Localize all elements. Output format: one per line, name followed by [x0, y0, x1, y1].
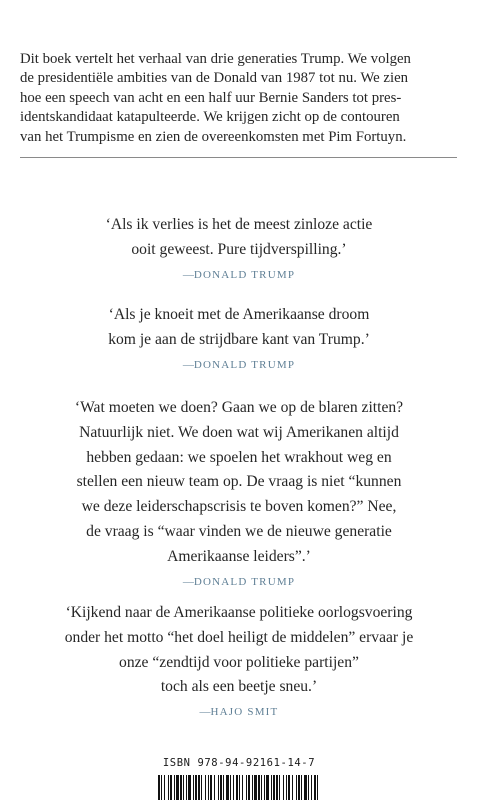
- quote-line: ‘Als je knoeit met de Amerikaanse droom: [108, 306, 370, 323]
- barcode-stripe: [252, 775, 253, 800]
- barcode-stripe: [164, 775, 165, 800]
- quote-line: Natuurlijk niet. We doen wat wij Amerikanen altijd: [79, 423, 399, 441]
- quote-line: ‘Als ik verlies is het de meest zinloze actie: [105, 216, 373, 233]
- barcode-stripe: [308, 775, 309, 800]
- intro-line: identskandidaat katapulteerde. We krijgen zicht op de contouren: [20, 109, 400, 126]
- em-dash: —: [199, 706, 211, 719]
- quote-author: [0, 353, 478, 377]
- barcode-stripe: [261, 775, 262, 800]
- quote-line: toch als een beetje sneu.’: [160, 678, 318, 696]
- intro-line: Dit boek vertelt het verhaal van drie generaties Trump. We volgen: [20, 51, 411, 67]
- barcode-stripe: [246, 775, 247, 800]
- barcode-stripe: [195, 775, 197, 800]
- barcode-stripe: [276, 775, 278, 800]
- barcode-stripe: [233, 775, 234, 800]
- barcode-stripe: [314, 775, 316, 800]
- barcode-stripe: [180, 775, 182, 800]
- barcode-stripe: [198, 775, 200, 800]
- barcode-stripe: [242, 775, 243, 800]
- quote-3: [0, 396, 478, 594]
- author-name: DONALD TRUMP: [193, 358, 296, 371]
- barcode-stripe: [218, 775, 219, 800]
- quote-author: [0, 570, 478, 594]
- barcode-stripe: [286, 775, 287, 800]
- barcode-stripe: [288, 775, 290, 800]
- quote-line: onze “zendtijd voor politieke partijen”: [119, 653, 359, 671]
- author-name: DONALD TRUMP: [193, 575, 296, 588]
- intro-paragraph: [20, 50, 460, 147]
- barcode-stripe: [304, 775, 307, 800]
- barcode-stripe: [186, 775, 187, 800]
- barcode-stripe: [201, 775, 202, 800]
- barcode-stripe: [317, 775, 318, 800]
- barcode-stripe: [223, 775, 224, 800]
- quote-line: hebben gedaan: we spoelen het wrakhout weg en: [86, 448, 392, 466]
- barcode-stripe: [301, 775, 302, 800]
- quote-author: [0, 700, 478, 724]
- barcode-stripe: [236, 775, 238, 800]
- em-dash: —: [182, 358, 194, 371]
- quote-author: [0, 263, 478, 287]
- barcode-stripe: [298, 775, 300, 800]
- barcode-stripe: [176, 775, 179, 800]
- barcode-stripe: [214, 775, 215, 800]
- quote-line: kom je aan de strijdbare kant van Trump.’: [108, 330, 370, 348]
- barcode-stripe: [311, 775, 312, 800]
- barcode-stripe: [273, 775, 275, 800]
- barcode-stripe: [230, 775, 231, 800]
- barcode-stripe: [248, 775, 250, 800]
- barcode-stripe: [174, 775, 175, 800]
- barcode-stripe: [205, 775, 206, 800]
- quote-line: ooit geweest. Pure tijdverspilling.’: [131, 240, 347, 258]
- barcode-stripe: [158, 775, 160, 800]
- barcode-stripe: [188, 775, 191, 800]
- barcode-stripe: [168, 775, 169, 800]
- quote-line: Amerikaanse leiders”.’: [167, 547, 311, 565]
- barcode-stripe: [208, 775, 209, 800]
- barcode: [154, 757, 324, 800]
- em-dash: —: [182, 268, 194, 281]
- em-dash: —: [182, 575, 194, 588]
- quote-2: [0, 303, 478, 377]
- barcode-stripe: [296, 775, 297, 800]
- barcode-bars: [154, 775, 324, 800]
- intro-line: de presidentiële ambities van de Donald van 1987 tot nu. We zien: [20, 70, 409, 87]
- barcode-stripe: [193, 775, 194, 800]
- isbn-number: ISBN 978-94-92161-14-7: [162, 757, 316, 769]
- barcode-stripe: [220, 775, 222, 800]
- barcode-stripe: [266, 775, 269, 800]
- quote-line: ‘Kijkend naar de Amerikaanse politieke oorlogsvoering: [65, 604, 413, 621]
- divider-rule: [20, 157, 457, 158]
- author-name: HAJO SMIT: [210, 706, 279, 719]
- barcode-stripe: [264, 775, 265, 800]
- quote-line: onder het motto “het doel heiligt de middelen” ervaar je: [64, 628, 414, 646]
- barcode-stripe: [170, 775, 172, 800]
- quote-line: de vraag is “waar vinden we de nieuwe generatie: [86, 522, 392, 540]
- barcode-stripe: [279, 775, 280, 800]
- barcode-stripe: [258, 775, 260, 800]
- quote-4: [0, 601, 478, 724]
- barcode-stripe: [161, 775, 162, 800]
- intro-line: hoe een speech van acht en een half uur Bernie Sanders tot pres-: [20, 89, 402, 106]
- barcode-stripe: [292, 775, 293, 800]
- barcode-stripe: [239, 775, 240, 800]
- author-name: DONALD TRUMP: [193, 268, 296, 281]
- barcode-stripe: [254, 775, 257, 800]
- intro-line: van het Trumpisme en zien de overeenkomsten met Pim Fortuyn.: [20, 128, 407, 145]
- quote-1: [0, 213, 478, 287]
- quote-line: stellen een nieuw team op. De vraag is niet “kunnen: [76, 473, 402, 491]
- barcode-stripe: [226, 775, 229, 800]
- quote-line: ‘Wat moeten we doen? Gaan we op de blaren zitten?: [74, 399, 404, 416]
- barcode-stripe: [210, 775, 212, 800]
- barcode-stripe: [271, 775, 272, 800]
- quote-line: we deze leiderschapscrisis te boven komen?” Nee,: [81, 498, 397, 516]
- barcode-stripe: [283, 775, 284, 800]
- barcode-stripe: [183, 775, 184, 800]
